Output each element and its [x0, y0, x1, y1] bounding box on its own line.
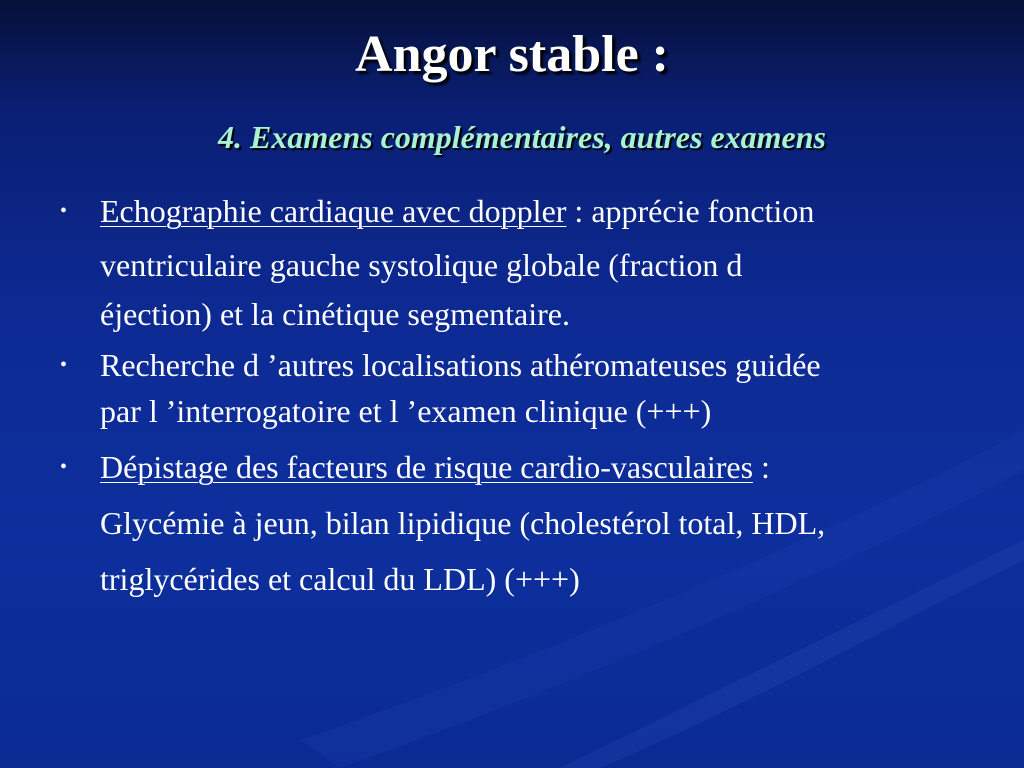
- bullet-marker: •: [60, 200, 68, 222]
- echographie-line-2: ventriculaire gauche systolique globale (fraction d: [100, 247, 743, 283]
- bullet-marker: •: [60, 354, 68, 376]
- depistage-line-2: Glycémie à jeun, bilan lipidique (cholestérol total, HDL,: [100, 505, 826, 541]
- recherche-line-1: Recherche d ’autres localisations athéromateuses guidée: [100, 347, 821, 383]
- echographie-line-3: éjection) et la cinétique segmentaire.: [100, 296, 570, 332]
- depistage-link[interactable]: Dépistage des facteurs de risque cardio-vasculaires: [100, 449, 754, 485]
- echographie-link[interactable]: Echographie cardiaque avec doppler: [100, 193, 567, 229]
- depistage-line-3: triglycérides et calcul du LDL) (+++): [100, 561, 580, 597]
- bullet-recherche: [60, 342, 980, 434]
- echographie-text-after: : apprécie fonction: [566, 193, 815, 229]
- depistage-text-after: :: [753, 449, 770, 485]
- bullet-depistage: [60, 444, 980, 602]
- bullet-list: [60, 188, 980, 606]
- slide-title: Angor stable :: [355, 26, 669, 83]
- recherche-line-2: par l ’interrogatoire et l ’examen clinique (+++): [100, 393, 712, 429]
- bullet-echographie: [60, 188, 980, 332]
- slide-subtitle: 4. Examens complémentaires, autres examens: [218, 119, 826, 155]
- bullet-marker: •: [60, 456, 68, 478]
